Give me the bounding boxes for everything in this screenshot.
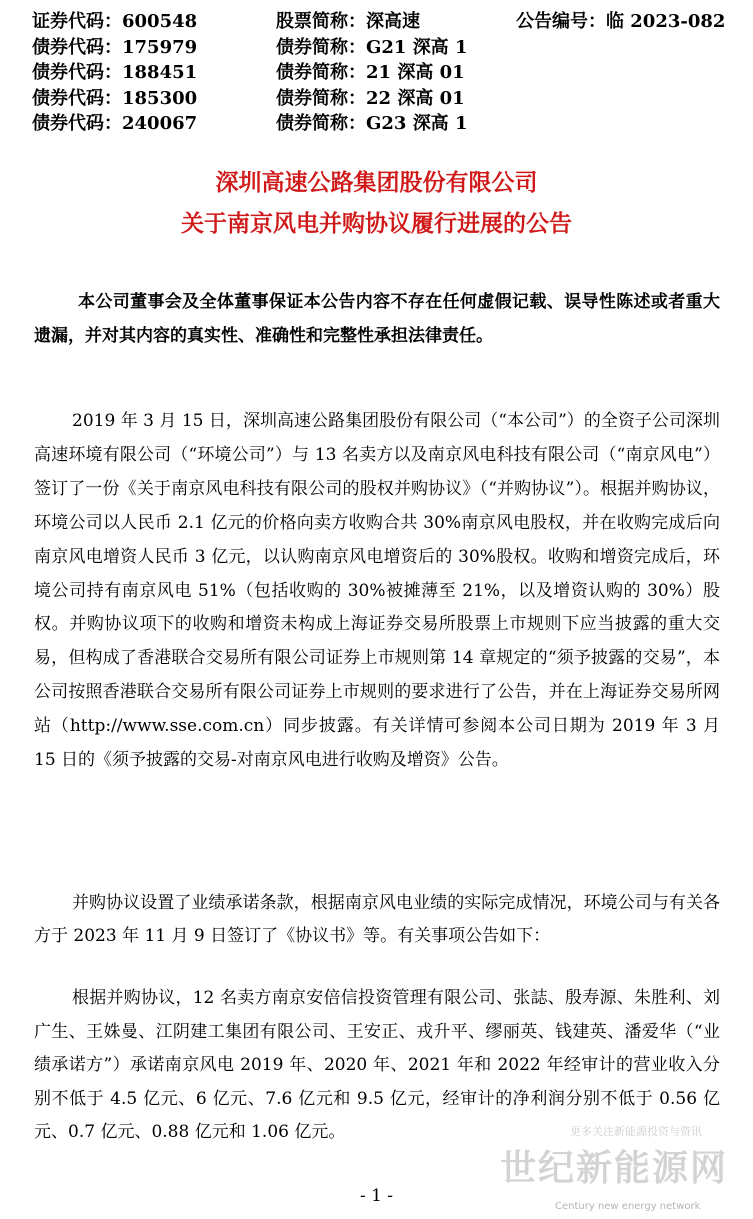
name-label: 债券简称： xyxy=(276,62,366,83)
code-label: 债券代码： xyxy=(32,36,122,58)
security-code: 185300 xyxy=(122,87,198,109)
securities-header xyxy=(32,9,732,137)
body-paragraph-commitments: 根据并购协议，12 名卖方南京安倍信投资管理有限公司、张誌、殷寿源、朱胜利、刘广生、王姝曼、江阴建工集团有限公司、王安正、戎升平、缪丽英、钱建英、潘爱华（“业绩承诺方”）承诺南京风电 2019 年、2020 年、2021 年和 2022 年经审计的营业收入分别不低于 4.5 亿元、6 亿元、7.6 亿元和 9.5 亿元，经审计的净利润分别不低于 0.56 亿元、0.7 亿元、0.88 亿元和 1.06 亿元。 xyxy=(34,988,720,1142)
code-label: 证券代码： xyxy=(32,11,122,32)
page-number: - 1 - xyxy=(359,1186,394,1206)
header-row xyxy=(32,111,732,137)
header-row xyxy=(32,35,732,61)
company-title: 深圳高速公路集团股份有限公司 xyxy=(215,170,538,196)
header-row xyxy=(32,86,732,112)
body-paragraph-background: 2019 年 3 月 15 日，深圳高速公路集团股份有限公司（“本公司”）的全资子公司深圳高速环境有限公司（“环境公司”）与 13 名卖方以及南京风电科技有限公司（“南京风电”）签订了一份《关于南京风电科技有限公司的股权并购协议》（“并购协议”）。根据并购协议，环境公司以人民币 2.1 亿元的价格向卖方收购合共 30%南京风电股权，并在收购完成后向南京风电增资人民币 3 亿元，以认购南京风电增资后的 30%股权。收购和增资完成后，环境公司持有南京风电 51%（包括收购的 30%被摊薄至 21%，以及增资认购的 30%）股权。并购协议项下的收购和增资未构成上海证券交易所股票上市规则下应当披露的重大交易，但构成了香港联合交易所有限公司证券上市规则第 14 章规定的“须予披露的交易”，本公司按照香港联合交易所有限公司证券上市规则的要求进行了公告，并在上海证券交易所网站（http://www.sse.com.cn）同步披露。有关详情可参阅本公司日期为 2019 年 3 月 15 日的《须予披露的交易-对南京风电进行收购及增资》公告。 xyxy=(34,411,720,771)
security-name: G21 深高 1 xyxy=(366,36,468,58)
security-code: 600548 xyxy=(122,11,198,32)
security-name: 深高速 xyxy=(366,11,420,32)
watermark-subtitle: Century new energy network xyxy=(555,1201,701,1212)
announcement-number: 公告编号：临 2023-082 xyxy=(516,11,726,32)
watermark-logo-text: 世纪新能源网 xyxy=(500,1148,729,1189)
name-label: 股票简称： xyxy=(276,11,366,32)
code-label: 债券代码： xyxy=(32,113,122,134)
board-notice: 本公司董事会及全体董事保证本公告内容不存在任何虚假记载、误导性陈述或者重大遗漏，并对其内容的真实性、准确性和完整性承担法律责任。 xyxy=(34,292,720,346)
name-label: 债券简称： xyxy=(276,87,366,109)
header-row xyxy=(32,9,732,35)
security-name: 22 深高 01 xyxy=(366,87,465,109)
announcement-title: 关于南京风电并购协议履行进展的公告 xyxy=(181,211,572,237)
security-name: 21 深高 01 xyxy=(366,62,465,83)
body-paragraph-performance-terms: 并购协议设置了业绩承诺条款，根据南京风电业绩的实际完成情况，环境公司与有关各方于 2023 年 11 月 9 日签订了《协议书》等。有关事项公告如下： xyxy=(34,893,720,946)
watermark-caption: 更多关注新能源投资与资讯 xyxy=(570,1125,702,1138)
code-label: 债券代码： xyxy=(32,62,122,83)
name-label: 债券简称： xyxy=(276,113,366,134)
code-label: 债券代码： xyxy=(32,87,122,109)
header-row xyxy=(32,60,732,86)
security-name: G23 深高 1 xyxy=(366,113,468,134)
security-code: 240067 xyxy=(122,113,198,134)
name-label: 债券简称： xyxy=(276,36,366,58)
security-code: 175979 xyxy=(122,36,198,58)
security-code: 188451 xyxy=(122,62,198,83)
